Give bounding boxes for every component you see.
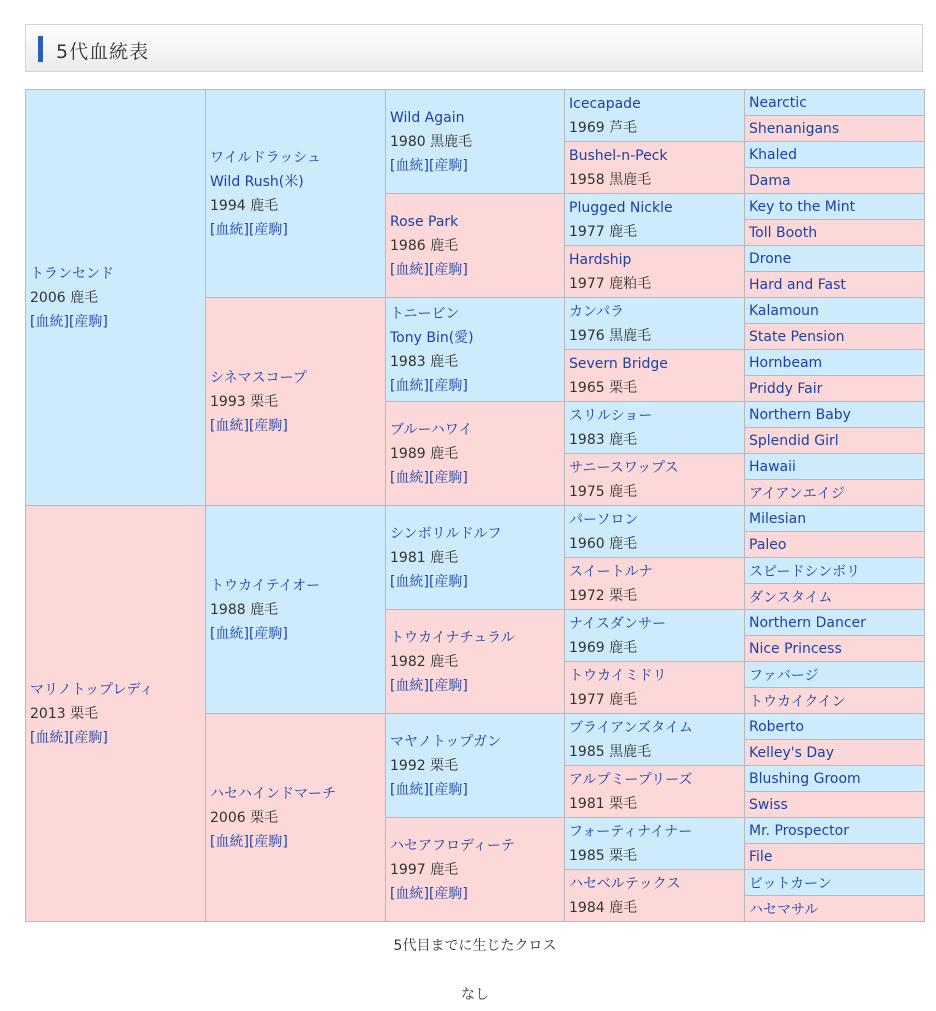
gen2-horse-cell [205, 713, 386, 922]
pedigree-link[interactable]: [血統] [390, 677, 429, 694]
horse-name-link[interactable]: Priddy Fair [749, 380, 823, 397]
horse-year-color: 1977 鹿毛 [569, 223, 638, 240]
gen4-horse-cell [564, 609, 745, 662]
gen4-horse-cell [564, 349, 745, 402]
gen5-horse-cell [744, 115, 925, 142]
horse-name-link[interactable]: Drone [749, 250, 792, 267]
horse-name-link[interactable]: Milesian [749, 510, 807, 527]
horse-year-color: 1983 鹿毛 [390, 353, 459, 370]
horse-name-link[interactable]: スイートルナ [569, 563, 653, 580]
pedigree-link[interactable]: [血統] [210, 625, 249, 642]
horse-name-link[interactable]: ダンスタイム [749, 589, 833, 606]
gen5-horse-cell [744, 323, 925, 350]
horse-name-link[interactable]: トウカイナチュラル [390, 629, 515, 646]
cross-value: なし [461, 987, 489, 1003]
horse-links [390, 674, 564, 698]
horse-name-link[interactable]: Severn Bridge [569, 355, 668, 372]
gen5-horse-cell [744, 505, 925, 532]
gen1-horse-cell [25, 505, 206, 922]
horse-name-link[interactable]: Swiss [749, 796, 788, 813]
header-accent-bar [38, 36, 43, 62]
horse-name-link[interactable]: Key to the Mint [749, 198, 856, 215]
gen3-horse-cell [385, 297, 565, 402]
horse-name-link[interactable]: トウカイクイン [749, 693, 846, 710]
horse-year-color: 1981 栗毛 [569, 795, 638, 812]
horse-year-color: 1982 鹿毛 [390, 653, 459, 670]
horse-links [210, 414, 385, 438]
horse-name-link[interactable]: Icecapade [569, 95, 641, 112]
offspring-link[interactable]: [産駒] [428, 469, 468, 486]
horse-name-link[interactable]: ハセハインドマーチ [210, 785, 336, 802]
gen4-horse-cell [564, 557, 745, 610]
gen4-horse-cell [564, 141, 745, 194]
gen5-horse-cell [744, 271, 925, 298]
gen3-horse-cell [385, 713, 565, 818]
gen5-horse-cell [744, 427, 925, 454]
gen5-horse-cell [744, 765, 925, 792]
horse-year-color: 2006 栗毛 [210, 809, 279, 826]
offspring-link[interactable]: [産駒] [68, 313, 108, 330]
horse-name-link[interactable]: Nearctic [749, 94, 807, 111]
offspring-link[interactable]: [産駒] [428, 885, 468, 902]
horse-year-color: 1997 鹿毛 [390, 861, 459, 878]
gen4-horse-cell [564, 193, 745, 246]
offspring-link[interactable]: [産駒] [248, 833, 288, 850]
pedigree-link[interactable]: [血統] [390, 377, 429, 394]
horse-name-link[interactable]: シンボリルドルフ [390, 525, 502, 542]
offspring-link[interactable]: [産駒] [428, 157, 468, 174]
horse-name-link[interactable]: Hawaii [749, 458, 796, 475]
horse-year-color: 1984 鹿毛 [569, 899, 638, 916]
horse-year-color: 1994 鹿毛 [210, 197, 279, 214]
horse-name-link[interactable]: Hornbeam [749, 354, 823, 371]
pedigree-link[interactable]: [血統] [390, 157, 429, 174]
gen1-horse-cell [25, 89, 206, 506]
gen5-horse-cell [744, 817, 925, 844]
horse-name-link[interactable]: トウカイテイオー [210, 577, 321, 594]
horse-name-link[interactable]: ハセベルテックス [569, 875, 681, 892]
gen4-horse-cell [564, 401, 745, 454]
horse-year-color: 1976 黒鹿毛 [569, 327, 652, 344]
offspring-link[interactable]: [産駒] [248, 221, 288, 238]
horse-name-link[interactable]: Bushel-n-Peck [569, 147, 668, 164]
horse-name-link[interactable]: Nice Princess [749, 640, 842, 657]
horse-name-link[interactable]: ワイルドラッシュ [210, 149, 322, 166]
offspring-link[interactable]: [産駒] [248, 417, 288, 434]
horse-name-link[interactable]: トニービン [390, 305, 460, 322]
gen2-horse-cell [205, 505, 386, 714]
gen4-horse-cell [564, 453, 745, 506]
gen4-horse-cell [564, 869, 745, 922]
horse-name-link[interactable]: Khaled [749, 146, 798, 163]
gen5-horse-cell [744, 583, 925, 610]
horse-name-link[interactable]: Northern Baby [749, 406, 851, 423]
pedigree-link[interactable]: [血統] [390, 261, 429, 278]
horse-links [210, 218, 385, 242]
gen5-horse-cell [744, 479, 925, 506]
horse-name-link[interactable]: Mr. Prospector [749, 822, 849, 839]
gen4-horse-cell [564, 297, 745, 350]
horse-links [390, 258, 564, 282]
horse-name-link[interactable]: カンパラ [569, 303, 625, 320]
horse-name-link[interactable]: パーソロン [569, 511, 639, 528]
horse-year-color: 1985 黒鹿毛 [569, 743, 652, 760]
horse-name-link[interactable]: Toll Booth [749, 224, 818, 241]
horse-name-link[interactable]: ブライアンズタイム [569, 719, 693, 736]
horse-year-color: 1969 鹿毛 [569, 639, 638, 656]
horse-year-color: 1958 黒鹿毛 [569, 171, 652, 188]
horse-year-color: 1980 黒鹿毛 [390, 133, 473, 150]
horse-year-color: 1965 栗毛 [569, 379, 638, 396]
horse-year-color: 1960 鹿毛 [569, 535, 638, 552]
horse-year-color: 2006 鹿毛 [30, 289, 99, 306]
gen3-horse-cell [385, 401, 565, 506]
gen4-horse-cell [564, 245, 745, 298]
horse-year-color: 1993 栗毛 [210, 393, 279, 410]
horse-year-color: 1977 鹿毛 [569, 691, 638, 708]
horse-year-color: 1989 鹿毛 [390, 445, 459, 462]
horse-name-link[interactable]: Kelley's Day [749, 744, 835, 761]
horse-links [390, 882, 564, 906]
horse-name-link[interactable]: Hardship [569, 251, 632, 268]
horse-name-link[interactable]: Rose Park [390, 213, 459, 230]
gen5-horse-cell [744, 739, 925, 766]
gen5-horse-cell [744, 791, 925, 818]
horse-year-color: 1983 鹿毛 [569, 431, 638, 448]
section-header [25, 24, 923, 72]
horse-name-link[interactable]: ファバージ [749, 667, 819, 684]
pedigree-table [25, 89, 925, 921]
horse-name-link[interactable]: ハセマサル [749, 901, 819, 918]
horse-name-link[interactable]: ビットカーン [749, 875, 832, 892]
offspring-link[interactable]: [産駒] [248, 625, 288, 642]
horse-name-link[interactable]: File [749, 848, 773, 865]
horse-name-link[interactable]: Hard and Fast [749, 276, 846, 293]
horse-name-link[interactable]: Wild Again [390, 109, 465, 126]
horse-name-link[interactable]: ナイスダンサー [569, 615, 667, 632]
horse-name-link[interactable]: アルプミープリーズ [569, 771, 693, 788]
gen5-horse-cell [744, 869, 925, 896]
gen5-horse-cell [744, 843, 925, 870]
horse-name-link[interactable]: State Pension [749, 328, 845, 345]
horse-links [210, 830, 385, 854]
horse-name-link[interactable]: ブルーハワイ [390, 421, 473, 438]
pedigree-link[interactable]: [血統] [390, 469, 429, 486]
horse-links [390, 154, 564, 178]
horse-name-link[interactable]: Plugged Nickle [569, 199, 673, 216]
horse-links [30, 310, 205, 334]
pedigree-link[interactable]: [血統] [210, 221, 249, 238]
horse-year-color: 1977 鹿粕毛 [569, 275, 652, 292]
horse-name-link[interactable]: マヤノトップガン [390, 733, 502, 750]
gen5-horse-cell [744, 453, 925, 480]
horse-name-link[interactable]: トランセンド [30, 265, 114, 282]
gen5-horse-cell [744, 375, 925, 402]
gen4-horse-cell [564, 765, 745, 818]
offspring-link[interactable]: [産駒] [428, 261, 468, 278]
section-title: 5代血統表 [56, 41, 150, 63]
offspring-link[interactable]: [産駒] [428, 677, 468, 694]
horse-name-link[interactable]: Paleo [749, 536, 787, 553]
offspring-link[interactable]: [産駒] [428, 573, 468, 590]
horse-name-link[interactable]: Shenanigans [749, 120, 840, 137]
horse-name-link[interactable]: フォーティナイナー [569, 823, 693, 840]
offspring-link[interactable]: [産駒] [68, 729, 108, 746]
gen4-horse-cell [564, 89, 745, 142]
horse-name-link[interactable]: Roberto [749, 718, 804, 735]
gen5-horse-cell [744, 713, 925, 740]
gen5-horse-cell [744, 895, 925, 922]
horse-name-link[interactable]: ハセアフロディーテ [390, 837, 515, 854]
pedigree-link[interactable]: [血統] [390, 781, 429, 798]
horse-links [390, 778, 564, 802]
pedigree-link[interactable]: [血統] [210, 833, 249, 850]
horse-name-link[interactable]: Kalamoun [749, 302, 819, 319]
horse-name-link[interactable]: シネマスコープ [210, 369, 307, 386]
gen5-horse-cell [744, 531, 925, 558]
offspring-link[interactable]: [産駒] [428, 781, 468, 798]
horse-year-color: 1975 鹿毛 [569, 483, 638, 500]
horse-year-color: 2013 栗毛 [30, 705, 99, 722]
horse-year-color: 1969 芦毛 [569, 119, 638, 136]
gen5-horse-cell [744, 193, 925, 220]
horse-name-link[interactable]: スリルショー [569, 407, 653, 424]
gen5-horse-cell [744, 349, 925, 376]
gen3-horse-cell [385, 89, 565, 194]
horse-name-link[interactable]: トウカイミドリ [569, 667, 667, 684]
gen4-horse-cell [564, 817, 745, 870]
horse-links [30, 726, 205, 750]
pedigree-link[interactable]: [血統] [390, 885, 429, 902]
horse-year-color: 1992 栗毛 [390, 757, 459, 774]
gen2-horse-cell [205, 89, 386, 298]
gen5-horse-cell [744, 635, 925, 662]
horse-year-color: 1972 栗毛 [569, 587, 638, 604]
gen5-horse-cell [744, 141, 925, 168]
gen5-horse-cell [744, 167, 925, 194]
gen4-horse-cell [564, 713, 745, 766]
gen5-horse-cell [744, 245, 925, 272]
gen5-horse-cell [744, 661, 925, 688]
horse-links [390, 466, 564, 490]
horse-name-link[interactable]: Blushing Groom [749, 770, 861, 787]
horse-name-link[interactable]: Dama [749, 172, 791, 189]
horse-name-link[interactable]: サニースワップス [569, 459, 679, 476]
gen5-horse-cell [744, 219, 925, 246]
gen2-horse-cell [205, 297, 386, 506]
horse-alt-name[interactable]: Wild Rush(米) [210, 173, 304, 190]
pedigree-link[interactable]: [血統] [30, 313, 69, 330]
pedigree-link[interactable]: [血統] [30, 729, 69, 746]
gen3-horse-cell [385, 505, 565, 610]
horse-year-color: 1985 栗毛 [569, 847, 638, 864]
horse-links [390, 374, 564, 398]
gen5-horse-cell [744, 401, 925, 428]
gen3-horse-cell [385, 817, 565, 922]
horse-year-color: 1986 鹿毛 [390, 237, 459, 254]
pedigree-link[interactable]: [血統] [390, 573, 429, 590]
horse-year-color: 1988 鹿毛 [210, 601, 279, 618]
horse-name-link[interactable]: Splendid Girl [749, 432, 839, 449]
pedigree-link[interactable]: [血統] [210, 417, 249, 434]
gen4-horse-cell [564, 661, 745, 714]
gen5-horse-cell [744, 687, 925, 714]
horse-alt-name[interactable]: Tony Bin(愛) [390, 329, 474, 346]
gen3-horse-cell [385, 193, 565, 298]
gen5-horse-cell [744, 89, 925, 116]
gen5-horse-cell [744, 609, 925, 636]
horse-name-link[interactable]: Northern Dancer [749, 614, 866, 631]
offspring-link[interactable]: [産駒] [428, 377, 468, 394]
horse-year-color: 1981 鹿毛 [390, 549, 459, 566]
cross-title: 5代目までに生じたクロス [393, 938, 557, 954]
horse-links [210, 622, 385, 646]
horse-name-link[interactable]: アイアンエイジ [749, 485, 845, 502]
horse-name-link[interactable]: マリノトップレディ [30, 681, 154, 698]
horse-links [390, 570, 564, 594]
horse-name-link[interactable]: スピードシンボリ [749, 563, 861, 580]
gen3-horse-cell [385, 609, 565, 714]
gen4-horse-cell [564, 505, 745, 558]
gen5-horse-cell [744, 557, 925, 584]
gen5-horse-cell [744, 297, 925, 324]
